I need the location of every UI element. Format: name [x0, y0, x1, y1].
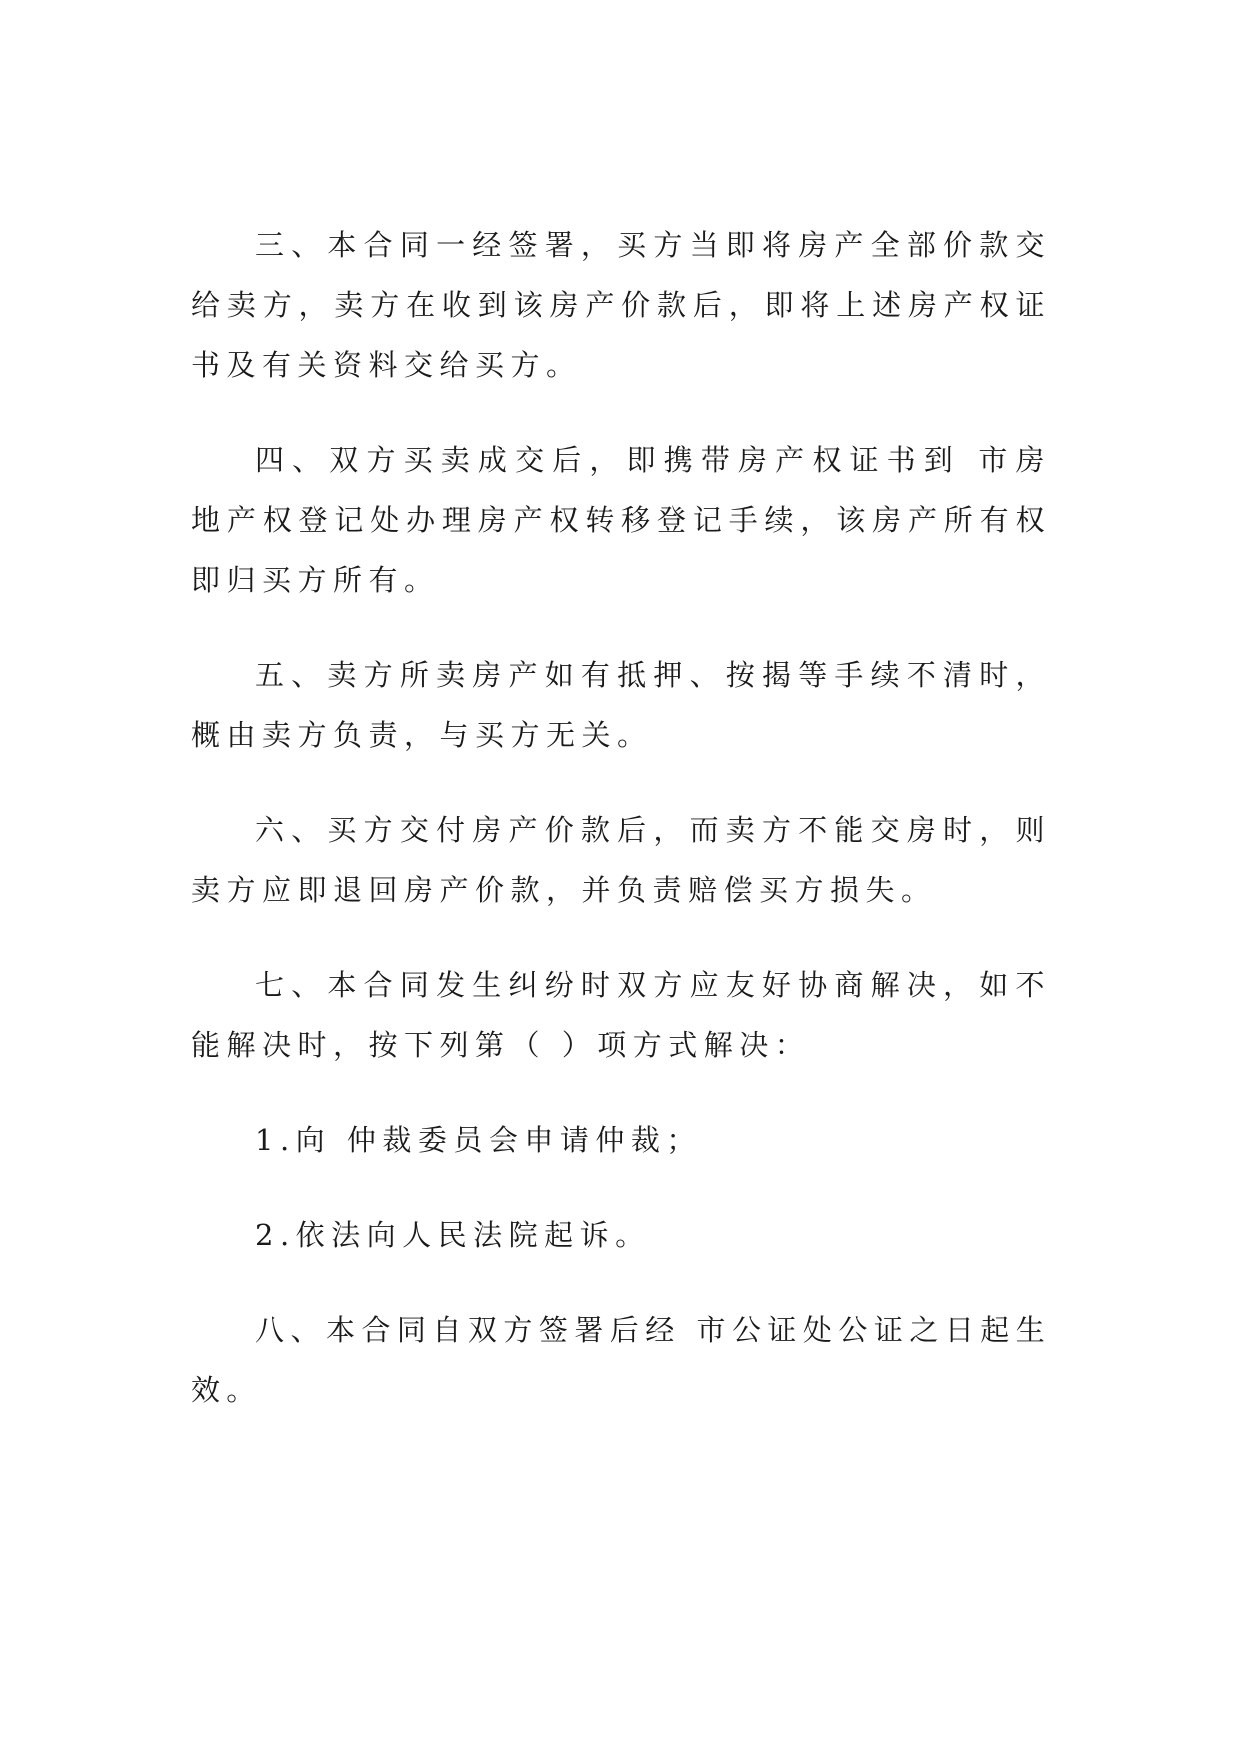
clause-8-effective: 八、本合同自双方签署后经 市公证处公证之日起生效。 [191, 1313, 1051, 1407]
clause-4-registration: 四、双方买卖成交后，即携带房产权证书到 市房地产权登记处办理房产权转移登记手续，该房产所有权即归买方所有。 [191, 443, 1051, 597]
clause-7-dispute: 七、本合同发生纠纷时双方应友好协商解决，如不能解决时，按下列第（ ）项方式解决： [191, 968, 1051, 1062]
dispute-option-2: 2.依法向人民法院起诉。 [255, 1218, 651, 1252]
clause-3-payment: 三、本合同一经签署，买方当即将房产全部价款交给卖方，卖方在收到该房产价款后，即将上述房产权证书及有关资料交给买方。 [191, 228, 1051, 382]
clause-5-mortgage: 五、卖方所卖房产如有抵押、按揭等手续不清时，概由卖方负责，与买方无关。 [191, 658, 1051, 752]
clause-6-refund: 六、买方交付房产价款后，而卖方不能交房时，则卖方应即退回房产价款，并负责赔偿买方损失。 [191, 813, 1051, 907]
dispute-option-1: 1.向 仲裁委员会申请仲裁； [255, 1123, 702, 1157]
